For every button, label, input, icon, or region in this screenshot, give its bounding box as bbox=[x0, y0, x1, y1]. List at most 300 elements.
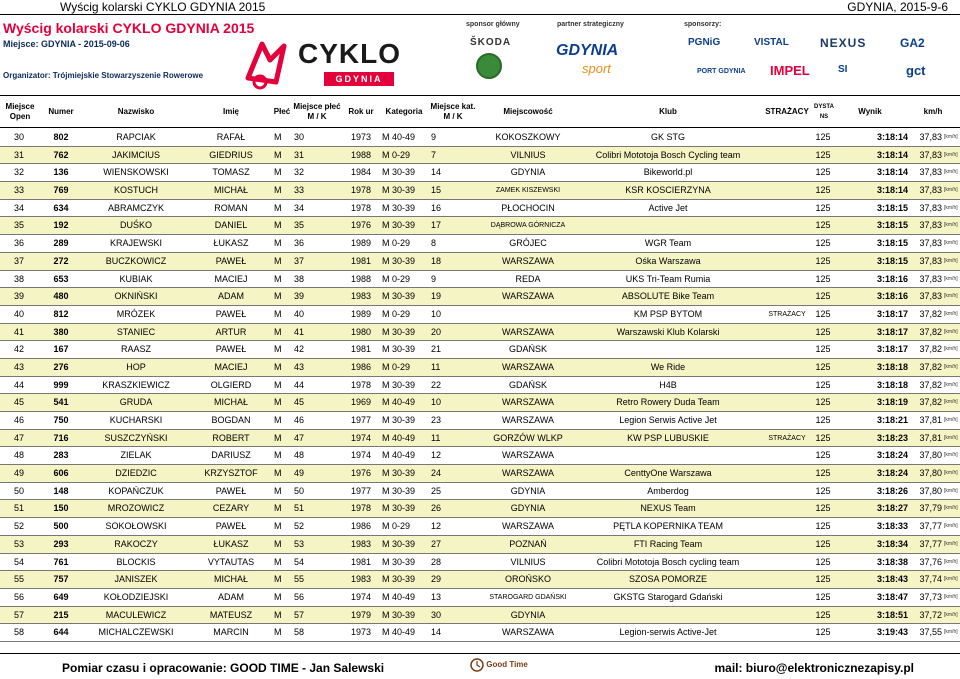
cell-plec: M bbox=[274, 609, 282, 620]
cell-miejsce-kat: 15 bbox=[431, 185, 442, 196]
cell-plec: M bbox=[274, 468, 282, 479]
cell-imie: ARTUR bbox=[215, 326, 247, 337]
cell-plec: M bbox=[274, 344, 282, 355]
results-table-header bbox=[0, 95, 960, 128]
cell-klub: Legion Serwis Active Jet bbox=[619, 415, 717, 425]
cell-klub: GK STG bbox=[650, 132, 685, 142]
cell-dystans: 125 bbox=[815, 450, 831, 461]
cell-wynik: 3:18:38 bbox=[876, 556, 908, 567]
cell-miejscowosc: VILNIUS bbox=[510, 149, 546, 160]
cell-miejsce-kat: 9 bbox=[431, 132, 437, 142]
cell-miejsce-kat: 23 bbox=[431, 415, 442, 425]
col-imie: Imię bbox=[222, 106, 239, 116]
cell-kategoria: M 30-39 bbox=[382, 574, 416, 585]
cell-rok-ur: 1986 bbox=[350, 521, 372, 532]
cell-rok-ur: 1978 bbox=[350, 202, 372, 213]
cell-klub: Colibri Mototoja Bosch Cycling team bbox=[595, 149, 741, 160]
cell-wynik: 3:18:14 bbox=[876, 167, 908, 178]
cell-miejscowosc: ZAMEK KISZEWSKI bbox=[495, 187, 561, 195]
cell-klub: KW PSP LUBUSKIE bbox=[627, 432, 709, 443]
event-place: Miejsce: GDYNIA - 2015-09-06 bbox=[3, 39, 130, 49]
cell-kategoria: M 40-49 bbox=[382, 432, 416, 443]
cell-strazacy bbox=[758, 288, 816, 305]
cell-unit-label: [km/h] bbox=[944, 222, 958, 229]
cell-miejsce-open: 32 bbox=[13, 167, 24, 178]
cell-unit-label: [km/h] bbox=[944, 470, 958, 477]
cell-plec: M bbox=[274, 202, 282, 213]
cell-imie: BOGDAN bbox=[211, 415, 251, 425]
cell-strazacy bbox=[758, 624, 816, 641]
cell-kategoria: M 30-39 bbox=[382, 468, 416, 479]
cell-kategoria: M 30-39 bbox=[382, 220, 416, 231]
cell-miejscowosc: WARSZAWA bbox=[502, 468, 554, 479]
cell-dystans: 125 bbox=[815, 361, 831, 372]
table-row bbox=[0, 430, 960, 448]
cell-klub: Active Jet bbox=[648, 202, 688, 213]
cell-numer: 761 bbox=[53, 556, 69, 567]
cell-dystans: 125 bbox=[815, 291, 831, 302]
cell-unit-label: [km/h] bbox=[944, 151, 958, 158]
cell-rok-ur: 1983 bbox=[350, 291, 372, 302]
cell-miejscowosc: KOKOSZKOWY bbox=[495, 132, 561, 142]
cell-plec: M bbox=[274, 538, 282, 549]
cell-nazwisko: MICHALCZEWSKI bbox=[98, 627, 174, 638]
cell-numer: 283 bbox=[53, 450, 69, 461]
cell-imie: PAWEŁ bbox=[215, 255, 247, 266]
cell-miejscowosc: WARSZAWA bbox=[502, 291, 554, 302]
cell-kategoria: M 0-29 bbox=[382, 273, 411, 284]
cell-kategoria: M 30-39 bbox=[382, 415, 416, 425]
cell-unit-label: [km/h] bbox=[944, 169, 958, 176]
cell-unit-label: [km/h] bbox=[944, 328, 958, 335]
cell-nazwisko: BLOCKIS bbox=[116, 556, 156, 567]
cell-kmh: 37,82 bbox=[919, 308, 942, 319]
logo-subword: GDYNIA bbox=[324, 72, 394, 86]
cell-plec: M bbox=[274, 397, 282, 408]
skoda-word: ŠKODA bbox=[470, 37, 512, 48]
cell-strazacy bbox=[758, 200, 816, 217]
good-time-clock-icon bbox=[470, 658, 484, 672]
cell-plec: M bbox=[274, 485, 282, 496]
cell-strazacy bbox=[758, 412, 816, 429]
cell-miejsce-plec: 54 bbox=[294, 556, 305, 567]
cell-imie: GIEDRIUS bbox=[209, 149, 253, 160]
cell-miejsce-plec: 56 bbox=[294, 591, 305, 602]
cell-rok-ur: 1988 bbox=[350, 149, 372, 160]
cell-kmh: 37,82 bbox=[919, 379, 942, 390]
cell-dystans: 125 bbox=[815, 202, 831, 213]
good-time-logo bbox=[470, 658, 528, 672]
cell-miejsce-open: 34 bbox=[13, 202, 24, 213]
cell-miejscowosc: STAROGARD GDAŃSKI bbox=[489, 593, 567, 601]
cell-rok-ur: 1979 bbox=[350, 609, 372, 620]
cell-miejsce-open: 38 bbox=[13, 273, 24, 284]
cell-kategoria: M 40-49 bbox=[382, 397, 416, 408]
sponsor-nexus: NEXUS bbox=[820, 36, 867, 50]
cell-numer: 192 bbox=[53, 220, 69, 231]
cell-rok-ur: 1978 bbox=[350, 503, 372, 514]
cell-kategoria: M 0-29 bbox=[382, 238, 411, 249]
cell-miejsce-open: 35 bbox=[13, 220, 24, 231]
cell-dystans: 125 bbox=[815, 167, 831, 178]
cell-kmh: 37,81 bbox=[919, 415, 942, 425]
cell-miejsce-plec: 53 bbox=[294, 538, 305, 549]
cell-imie: DANIEL bbox=[214, 220, 248, 231]
cell-numer: 480 bbox=[53, 291, 69, 302]
cell-strazacy bbox=[758, 217, 816, 234]
cell-miejsce-open: 41 bbox=[13, 326, 24, 337]
cell-miejsce-kat: 13 bbox=[431, 591, 442, 602]
cell-wynik: 3:18:47 bbox=[876, 591, 908, 602]
cell-miejsce-open: 40 bbox=[13, 308, 24, 319]
cell-kategoria: M 0-29 bbox=[382, 521, 411, 532]
cell-nazwisko: KUCHARSKI bbox=[109, 415, 163, 425]
cell-plec: M bbox=[274, 185, 282, 196]
table-row bbox=[0, 271, 960, 289]
cell-strazacy bbox=[758, 235, 816, 252]
cell-strazacy bbox=[758, 377, 816, 394]
cell-miejsce-plec: 48 bbox=[294, 450, 305, 461]
cyklo-swoosh-icon bbox=[240, 34, 300, 94]
cell-miejsce-plec: 42 bbox=[294, 344, 305, 355]
cell-imie: OLGIERD bbox=[210, 379, 252, 390]
skoda-logo-icon bbox=[476, 53, 502, 79]
cell-miejscowosc: WARSZAWA bbox=[502, 627, 554, 638]
cell-klub: SZOSA POMORZE bbox=[628, 574, 707, 585]
cell-rok-ur: 1988 bbox=[350, 273, 372, 284]
cell-plec: M bbox=[274, 627, 282, 638]
cell-wynik: 3:18:34 bbox=[876, 538, 908, 549]
cell-unit-label: [km/h] bbox=[944, 434, 958, 441]
cell-wynik: 3:18:17 bbox=[876, 344, 908, 355]
cell-miejsce-open: 55 bbox=[13, 574, 24, 585]
cell-nazwisko: HOP bbox=[126, 361, 146, 372]
cell-kmh: 37,76 bbox=[919, 556, 942, 567]
cell-rok-ur: 1974 bbox=[350, 450, 372, 461]
cell-numer: 606 bbox=[53, 468, 69, 479]
cell-rok-ur: 1981 bbox=[350, 556, 372, 567]
cell-imie: PAWEŁ bbox=[215, 521, 247, 532]
cell-imie: MICHAŁ bbox=[213, 397, 248, 408]
cell-nazwisko: MRÓZEK bbox=[116, 308, 156, 319]
cell-unit-label: [km/h] bbox=[944, 240, 958, 247]
page-footer bbox=[0, 653, 960, 679]
cell-kategoria: M 30-39 bbox=[382, 326, 416, 337]
cell-unit-label: [km/h] bbox=[944, 487, 958, 494]
cell-dystans: 125 bbox=[815, 591, 831, 602]
cell-miejsce-open: 57 bbox=[13, 609, 24, 620]
cell-dystans: 125 bbox=[815, 538, 831, 549]
cell-imie: MICHAŁ bbox=[213, 574, 248, 585]
cell-nazwisko: RAPCIAK bbox=[116, 132, 156, 142]
table-row bbox=[0, 571, 960, 589]
main-sponsor-label: sponsor główny bbox=[466, 21, 520, 28]
cell-miejsce-plec: 31 bbox=[294, 149, 305, 160]
cell-wynik: 3:18:15 bbox=[876, 238, 908, 249]
cell-strazacy: STRAŻACY bbox=[768, 434, 806, 442]
cell-kmh: 37,55 bbox=[919, 627, 942, 638]
cell-rok-ur: 1974 bbox=[350, 432, 372, 443]
cell-kategoria: M 30-39 bbox=[382, 344, 416, 355]
cell-strazacy bbox=[758, 359, 816, 376]
cell-miejsce-open: 39 bbox=[13, 291, 24, 302]
table-row bbox=[0, 554, 960, 572]
cell-numer: 644 bbox=[53, 627, 69, 638]
col-miejsce-kat: Miejsce kat. M / K bbox=[430, 101, 476, 121]
cell-miejscowosc: DĄBROWA GÓRNICZA bbox=[490, 222, 566, 230]
cell-nazwisko: RAKOCZY bbox=[114, 538, 158, 549]
cell-nazwisko: WIENSKOWSKI bbox=[103, 167, 169, 178]
cell-miejsce-kat: 19 bbox=[431, 291, 442, 302]
cell-unit-label: [km/h] bbox=[944, 452, 958, 459]
page-top-bar bbox=[0, 0, 960, 14]
event-header bbox=[0, 16, 960, 94]
cell-plec: M bbox=[274, 308, 282, 319]
cell-nazwisko: SOKOŁOWSKI bbox=[105, 521, 167, 532]
col-wynik: Wynik bbox=[858, 106, 882, 116]
cell-unit-label: [km/h] bbox=[944, 257, 958, 264]
cell-numer: 148 bbox=[53, 485, 69, 496]
cell-miejsce-kat: 21 bbox=[431, 344, 442, 355]
cell-miejsce-plec: 36 bbox=[294, 238, 305, 249]
cell-nazwisko: MACULEWICZ bbox=[105, 609, 167, 620]
logo-word: CYKLO bbox=[298, 38, 401, 69]
cell-rok-ur: 1973 bbox=[350, 132, 372, 142]
table-row bbox=[0, 306, 960, 324]
cell-unit-label: [km/h] bbox=[944, 204, 958, 211]
cell-numer: 293 bbox=[53, 538, 69, 549]
table-row bbox=[0, 394, 960, 412]
cell-dystans: 125 bbox=[815, 627, 831, 638]
cell-plec: M bbox=[274, 149, 282, 160]
cell-strazacy bbox=[758, 571, 816, 588]
cell-wynik: 3:18:16 bbox=[876, 273, 908, 284]
cell-numer: 716 bbox=[53, 432, 69, 443]
cell-miejsce-plec: 52 bbox=[294, 521, 305, 532]
cell-kategoria: M 30-39 bbox=[382, 167, 416, 178]
cell-unit-label: [km/h] bbox=[944, 275, 958, 282]
cell-miejsce-open: 30 bbox=[13, 132, 24, 142]
sponsors-label: sponsorzy: bbox=[684, 21, 722, 28]
cell-numer: 215 bbox=[53, 609, 69, 620]
cell-wynik: 3:18:24 bbox=[876, 450, 908, 461]
col-strazacy: STRAŻACY bbox=[765, 106, 809, 116]
cell-dystans: 125 bbox=[815, 326, 831, 337]
cell-kategoria: M 30-39 bbox=[382, 503, 416, 514]
cell-wynik: 3:18:23 bbox=[876, 432, 908, 443]
cell-numer: 653 bbox=[53, 273, 69, 284]
table-row bbox=[0, 500, 960, 518]
cell-plec: M bbox=[274, 450, 282, 461]
cell-rok-ur: 1976 bbox=[350, 468, 372, 479]
cell-kmh: 37,83 bbox=[919, 273, 942, 284]
cell-miejsce-plec: 58 bbox=[294, 627, 305, 638]
cell-imie: ŁUKASZ bbox=[213, 238, 249, 249]
cell-wynik: 3:18:16 bbox=[876, 291, 908, 302]
cell-miejsce-kat: 24 bbox=[431, 468, 442, 479]
cell-strazacy bbox=[758, 554, 816, 571]
cell-dystans: 125 bbox=[815, 468, 831, 479]
cell-miejsce-open: 53 bbox=[13, 538, 24, 549]
cell-kmh: 37,83 bbox=[919, 238, 942, 249]
cell-nazwisko: BUCZKOWICZ bbox=[105, 255, 167, 266]
cell-nazwisko: DUŚKO bbox=[119, 220, 152, 231]
cell-strazacy bbox=[758, 536, 816, 553]
cell-plec: M bbox=[274, 255, 282, 266]
cell-unit-label: [km/h] bbox=[944, 576, 958, 583]
cell-miejscowosc: PŁOCHOCIN bbox=[501, 202, 555, 213]
cell-strazacy bbox=[758, 500, 816, 517]
cell-wynik: 3:18:17 bbox=[876, 308, 908, 319]
cell-strazacy: STRAŻACY bbox=[768, 310, 806, 318]
cell-miejsce-kat: 22 bbox=[431, 379, 442, 390]
cell-numer: 150 bbox=[53, 503, 69, 514]
cell-miejsce-kat: 27 bbox=[431, 538, 442, 549]
cell-numer: 634 bbox=[53, 202, 69, 213]
results-table-body bbox=[0, 129, 960, 642]
cell-unit-label: [km/h] bbox=[944, 310, 958, 317]
cell-kmh: 37,77 bbox=[919, 521, 942, 532]
cell-dystans: 125 bbox=[815, 521, 831, 532]
col-kategoria: Kategoria bbox=[385, 106, 423, 116]
sponsor-port-gdynia: PORT GDYNIA bbox=[697, 68, 746, 75]
cell-nazwisko: MROZOWICZ bbox=[107, 503, 165, 514]
cell-plec: M bbox=[274, 591, 282, 602]
cell-dystans: 125 bbox=[815, 308, 831, 319]
cell-unit-label: [km/h] bbox=[944, 540, 958, 547]
gdynia-logo: GDYNIA bbox=[556, 42, 619, 59]
cell-dystans: 125 bbox=[815, 220, 831, 231]
cell-miejscowosc: GDYNIA bbox=[510, 609, 546, 620]
cell-imie: PAWEŁ bbox=[215, 344, 247, 355]
cell-dystans: 125 bbox=[815, 574, 831, 585]
cell-miejsce-kat: 11 bbox=[431, 361, 441, 372]
cell-kmh: 37,83 bbox=[919, 132, 942, 142]
cell-imie: PAWEŁ bbox=[215, 485, 247, 496]
cell-miejscowosc: VILNIUS bbox=[510, 556, 546, 567]
cell-miejscowosc: WARSZAWA bbox=[502, 255, 554, 266]
cell-numer: 757 bbox=[53, 574, 69, 585]
cell-numer: 802 bbox=[53, 132, 69, 142]
cell-strazacy bbox=[758, 129, 816, 146]
col-kmh: km/h bbox=[923, 106, 943, 116]
cell-numer: 649 bbox=[53, 591, 69, 602]
cell-miejscowosc: GDYNIA bbox=[510, 167, 546, 178]
cell-klub bbox=[578, 341, 758, 358]
cell-nazwisko: KOŁODZIEJSKI bbox=[103, 591, 169, 602]
cell-nazwisko: ABRAMCZYK bbox=[107, 202, 164, 213]
sponsor-si: SI bbox=[838, 64, 848, 75]
cell-kmh: 37,83 bbox=[919, 220, 942, 231]
cell-miejsce-open: 47 bbox=[13, 432, 24, 443]
cell-unit-label: [km/h] bbox=[944, 558, 958, 565]
cell-kmh: 37,80 bbox=[919, 485, 942, 496]
cell-miejsce-open: 44 bbox=[13, 379, 24, 390]
cell-dystans: 125 bbox=[815, 149, 831, 160]
cell-imie: MARCIN bbox=[213, 627, 249, 638]
cell-rok-ur: 1983 bbox=[350, 574, 372, 585]
table-row bbox=[0, 377, 960, 395]
cell-miejscowosc: OROŃSKO bbox=[504, 574, 551, 585]
cell-miejsce-plec: 37 bbox=[294, 255, 305, 266]
cell-plec: M bbox=[274, 379, 282, 390]
cell-miejsce-plec: 41 bbox=[294, 326, 305, 337]
cell-strazacy bbox=[758, 394, 816, 411]
cell-unit-label: [km/h] bbox=[944, 505, 958, 512]
cell-dystans: 125 bbox=[815, 556, 831, 567]
cell-miejsce-kat: 10 bbox=[431, 308, 442, 319]
cell-unit-label: [km/h] bbox=[944, 399, 958, 406]
cell-strazacy bbox=[758, 271, 816, 288]
sponsor-impel: IMPEL bbox=[770, 63, 810, 78]
cell-numer: 769 bbox=[53, 185, 69, 196]
good-time-logo-text: Good Time bbox=[486, 660, 528, 670]
cell-plec: M bbox=[274, 291, 282, 302]
cell-kategoria: M 40-49 bbox=[382, 627, 416, 638]
cell-wynik: 3:18:51 bbox=[876, 609, 908, 620]
cell-kmh: 37,83 bbox=[919, 202, 942, 213]
col-numer: Numer bbox=[48, 106, 74, 116]
cell-dystans: 125 bbox=[815, 344, 831, 355]
cell-imie: PAWEŁ bbox=[215, 308, 247, 319]
cell-miejsce-open: 33 bbox=[13, 185, 24, 196]
cell-klub: Amberdog bbox=[647, 485, 689, 496]
cell-nazwisko: KUBIAK bbox=[119, 273, 153, 284]
footer-contact-email: mail: biuro@elektronicznezapisy.pl bbox=[714, 661, 914, 675]
cell-miejscowosc: WARSZAWA bbox=[502, 521, 554, 532]
cell-klub: GKSTG Starogard Gdański bbox=[613, 591, 723, 602]
cell-miejsce-open: 50 bbox=[13, 485, 24, 496]
cell-numer: 541 bbox=[53, 397, 69, 408]
cell-imie: ŁUKASZ bbox=[213, 538, 249, 549]
cell-miejsce-open: 43 bbox=[13, 361, 24, 372]
cell-kmh: 37,79 bbox=[919, 503, 942, 514]
cell-klub: H4B bbox=[659, 379, 677, 390]
col-nazwisko: Nazwisko bbox=[117, 106, 155, 116]
cell-rok-ur: 1986 bbox=[350, 361, 372, 372]
cell-rok-ur: 1978 bbox=[350, 185, 372, 196]
col-miejsce-open: Miejsce Open bbox=[5, 101, 35, 121]
cell-imie: MACIEJ bbox=[214, 361, 248, 372]
cell-miejsce-open: 31 bbox=[13, 149, 24, 160]
cell-kmh: 37,83 bbox=[919, 149, 942, 160]
cell-kategoria: M 0-29 bbox=[382, 308, 411, 319]
cell-plec: M bbox=[274, 574, 282, 585]
cell-numer: 750 bbox=[53, 415, 69, 425]
cell-miejsce-plec: 38 bbox=[294, 273, 305, 284]
cell-miejsce-plec: 43 bbox=[294, 361, 305, 372]
cell-dystans: 125 bbox=[815, 379, 831, 390]
cell-numer: 812 bbox=[53, 308, 69, 319]
cell-wynik: 3:18:18 bbox=[876, 379, 908, 390]
cell-numer: 999 bbox=[53, 379, 69, 390]
cell-numer: 272 bbox=[53, 255, 69, 266]
cell-plec: M bbox=[274, 415, 282, 425]
cell-kategoria: M 40-49 bbox=[382, 591, 416, 602]
cell-miejsce-plec: 33 bbox=[294, 185, 305, 196]
cell-kategoria: M 30-39 bbox=[382, 185, 416, 196]
cell-wynik: 3:18:24 bbox=[876, 468, 908, 479]
cell-numer: 276 bbox=[53, 361, 69, 372]
cell-imie: RAFAŁ bbox=[216, 132, 246, 142]
cell-kmh: 37,80 bbox=[919, 450, 942, 461]
cell-plec: M bbox=[274, 132, 282, 142]
cell-kategoria: M 30-39 bbox=[382, 379, 416, 390]
cell-miejscowosc: REDA bbox=[515, 273, 541, 284]
cell-kmh: 37,73 bbox=[919, 591, 942, 602]
cell-wynik: 3:18:21 bbox=[876, 415, 908, 425]
event-title: Wyścig kolarski CYKLO GDYNIA 2015 bbox=[3, 20, 255, 36]
